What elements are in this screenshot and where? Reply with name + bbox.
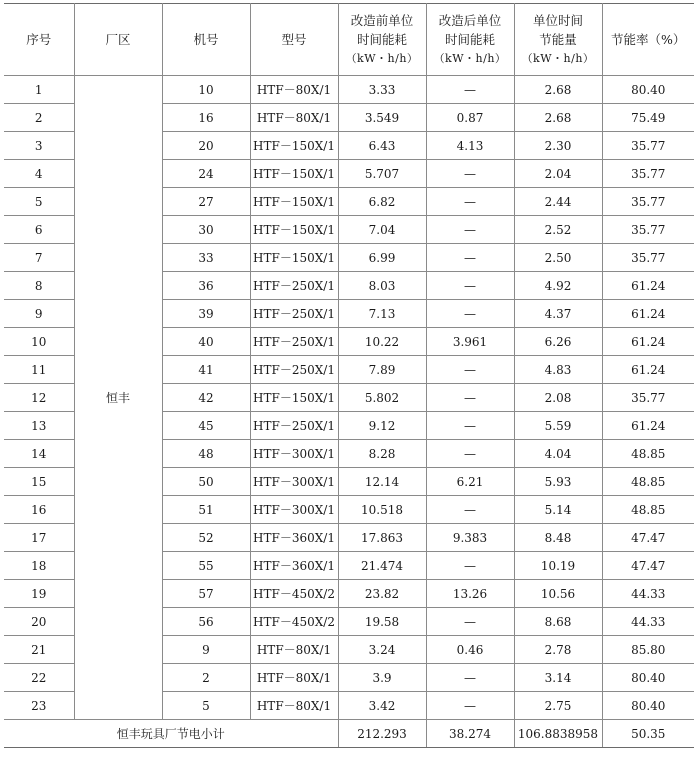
total-after: 38.274	[426, 720, 514, 748]
cell-model: HTF－300X/1	[250, 440, 338, 468]
cell-model: HTF－80X/1	[250, 104, 338, 132]
header-after	[426, 4, 514, 76]
cell-no: 3	[4, 132, 74, 160]
cell-machine: 52	[162, 524, 250, 552]
cell-plant: 恒丰	[74, 76, 162, 720]
cell-rate: 61.24	[602, 412, 694, 440]
cell-rate: 80.40	[602, 76, 694, 104]
cell-model: HTF－80X/1	[250, 636, 338, 664]
cell-after: 9.383	[426, 524, 514, 552]
cell-model: HTF－360X/1	[250, 552, 338, 580]
cell-no: 21	[4, 636, 74, 664]
cell-model: HTF－80X/1	[250, 76, 338, 104]
cell-machine: 55	[162, 552, 250, 580]
cell-saving: 4.92	[514, 272, 602, 300]
cell-model: HTF－450X/2	[250, 608, 338, 636]
cell-machine: 20	[162, 132, 250, 160]
cell-saving: 2.78	[514, 636, 602, 664]
cell-saving: 2.68	[514, 104, 602, 132]
cell-saving: 6.26	[514, 328, 602, 356]
cell-before: 17.863	[338, 524, 426, 552]
header-saving-line1: 单位时间	[532, 13, 583, 28]
cell-machine: 39	[162, 300, 250, 328]
cell-before: 7.13	[338, 300, 426, 328]
cell-after: —	[426, 300, 514, 328]
cell-after: —	[426, 608, 514, 636]
cell-before: 10.22	[338, 328, 426, 356]
cell-rate: 80.40	[602, 664, 694, 692]
cell-machine: 40	[162, 328, 250, 356]
cell-before: 19.58	[338, 608, 426, 636]
cell-saving: 2.44	[514, 188, 602, 216]
cell-after: —	[426, 440, 514, 468]
cell-machine: 30	[162, 216, 250, 244]
header-row	[4, 4, 694, 76]
cell-rate: 75.49	[602, 104, 694, 132]
cell-saving: 4.37	[514, 300, 602, 328]
cell-no: 1	[4, 76, 74, 104]
cell-machine: 16	[162, 104, 250, 132]
cell-after: —	[426, 76, 514, 104]
cell-after: 0.46	[426, 636, 514, 664]
cell-model: HTF－450X/2	[250, 580, 338, 608]
cell-saving: 4.04	[514, 440, 602, 468]
cell-before: 8.03	[338, 272, 426, 300]
cell-model: HTF－360X/1	[250, 524, 338, 552]
cell-before: 23.82	[338, 580, 426, 608]
cell-rate: 47.47	[602, 552, 694, 580]
cell-machine: 5	[162, 692, 250, 720]
cell-after: —	[426, 496, 514, 524]
cell-model: HTF－250X/1	[250, 412, 338, 440]
cell-after: —	[426, 412, 514, 440]
cell-machine: 36	[162, 272, 250, 300]
cell-no: 12	[4, 384, 74, 412]
header-before	[338, 4, 426, 76]
cell-no: 20	[4, 608, 74, 636]
table-row	[4, 76, 694, 104]
cell-before: 10.518	[338, 496, 426, 524]
header-before-line1: 改造前单位	[350, 13, 414, 28]
cell-machine: 9	[162, 636, 250, 664]
cell-before: 7.89	[338, 356, 426, 384]
cell-no: 14	[4, 440, 74, 468]
cell-rate: 48.85	[602, 496, 694, 524]
cell-after: —	[426, 244, 514, 272]
cell-model: HTF－250X/1	[250, 300, 338, 328]
cell-machine: 57	[162, 580, 250, 608]
cell-no: 11	[4, 356, 74, 384]
cell-rate: 61.24	[602, 356, 694, 384]
cell-before: 3.9	[338, 664, 426, 692]
cell-model: HTF－250X/1	[250, 272, 338, 300]
header-after-unit: （kW・h/h）	[433, 52, 507, 65]
cell-rate: 44.33	[602, 608, 694, 636]
cell-saving: 2.08	[514, 384, 602, 412]
cell-machine: 45	[162, 412, 250, 440]
cell-model: HTF－150X/1	[250, 160, 338, 188]
cell-model: HTF－150X/1	[250, 216, 338, 244]
cell-rate: 48.85	[602, 468, 694, 496]
cell-model: HTF－150X/1	[250, 384, 338, 412]
cell-before: 6.82	[338, 188, 426, 216]
cell-no: 6	[4, 216, 74, 244]
cell-after: 0.87	[426, 104, 514, 132]
cell-before: 6.43	[338, 132, 426, 160]
cell-rate: 35.77	[602, 244, 694, 272]
cell-saving: 5.93	[514, 468, 602, 496]
header-saving-unit: （kW・h/h）	[521, 52, 595, 65]
cell-saving: 2.52	[514, 216, 602, 244]
cell-before: 3.42	[338, 692, 426, 720]
cell-after: —	[426, 552, 514, 580]
cell-no: 18	[4, 552, 74, 580]
cell-model: HTF－250X/1	[250, 328, 338, 356]
cell-saving: 8.48	[514, 524, 602, 552]
cell-machine: 51	[162, 496, 250, 524]
cell-after: 4.13	[426, 132, 514, 160]
cell-rate: 61.24	[602, 272, 694, 300]
cell-machine: 27	[162, 188, 250, 216]
total-rate: 50.35	[602, 720, 694, 748]
cell-before: 21.474	[338, 552, 426, 580]
cell-model: HTF－80X/1	[250, 692, 338, 720]
cell-machine: 48	[162, 440, 250, 468]
header-rate: 节能率（%）	[602, 4, 694, 76]
cell-rate: 48.85	[602, 440, 694, 468]
cell-model: HTF－250X/1	[250, 356, 338, 384]
cell-model: HTF－150X/1	[250, 188, 338, 216]
cell-no: 7	[4, 244, 74, 272]
cell-no: 17	[4, 524, 74, 552]
cell-saving: 5.14	[514, 496, 602, 524]
cell-before: 3.33	[338, 76, 426, 104]
cell-no: 23	[4, 692, 74, 720]
cell-no: 9	[4, 300, 74, 328]
header-saving-line2: 节能量	[539, 32, 577, 47]
cell-model: HTF－150X/1	[250, 244, 338, 272]
total-before: 212.293	[338, 720, 426, 748]
energy-saving-table	[4, 3, 694, 748]
cell-machine: 10	[162, 76, 250, 104]
header-before-unit: （kW・h/h）	[345, 52, 419, 65]
cell-saving: 4.83	[514, 356, 602, 384]
total-row	[4, 720, 694, 748]
cell-saving: 2.30	[514, 132, 602, 160]
header-after-line1: 改造后单位	[438, 13, 502, 28]
cell-model: HTF－300X/1	[250, 468, 338, 496]
cell-machine: 42	[162, 384, 250, 412]
cell-no: 13	[4, 412, 74, 440]
cell-machine: 2	[162, 664, 250, 692]
cell-no: 22	[4, 664, 74, 692]
cell-saving: 2.50	[514, 244, 602, 272]
cell-before: 3.549	[338, 104, 426, 132]
cell-after: —	[426, 356, 514, 384]
cell-after: —	[426, 272, 514, 300]
cell-before: 8.28	[338, 440, 426, 468]
cell-rate: 35.77	[602, 160, 694, 188]
cell-rate: 61.24	[602, 300, 694, 328]
header-saving	[514, 4, 602, 76]
cell-rate: 44.33	[602, 580, 694, 608]
cell-after: —	[426, 216, 514, 244]
table-body	[4, 76, 694, 720]
cell-after: —	[426, 188, 514, 216]
cell-after: 13.26	[426, 580, 514, 608]
cell-rate: 47.47	[602, 524, 694, 552]
cell-saving: 3.14	[514, 664, 602, 692]
cell-rate: 35.77	[602, 384, 694, 412]
cell-before: 3.24	[338, 636, 426, 664]
header-machine: 机号	[162, 4, 250, 76]
cell-before: 5.707	[338, 160, 426, 188]
cell-saving: 2.04	[514, 160, 602, 188]
cell-after: —	[426, 384, 514, 412]
cell-machine: 41	[162, 356, 250, 384]
cell-before: 5.802	[338, 384, 426, 412]
cell-rate: 35.77	[602, 188, 694, 216]
header-before-line2: 时间能耗	[356, 32, 407, 47]
cell-saving: 2.68	[514, 76, 602, 104]
cell-no: 16	[4, 496, 74, 524]
cell-before: 12.14	[338, 468, 426, 496]
cell-no: 19	[4, 580, 74, 608]
cell-rate: 35.77	[602, 216, 694, 244]
cell-no: 8	[4, 272, 74, 300]
cell-model: HTF－80X/1	[250, 664, 338, 692]
cell-before: 6.99	[338, 244, 426, 272]
cell-rate: 35.77	[602, 132, 694, 160]
total-saving: 106.8838958	[514, 720, 602, 748]
cell-saving: 2.75	[514, 692, 602, 720]
cell-after: —	[426, 664, 514, 692]
header-plant: 厂区	[74, 4, 162, 76]
cell-model: HTF－300X/1	[250, 496, 338, 524]
total-label: 恒丰玩具厂节电小计	[4, 720, 338, 748]
cell-saving: 5.59	[514, 412, 602, 440]
cell-model: HTF－150X/1	[250, 132, 338, 160]
cell-after: —	[426, 692, 514, 720]
cell-no: 5	[4, 188, 74, 216]
cell-no: 15	[4, 468, 74, 496]
cell-before: 9.12	[338, 412, 426, 440]
cell-saving: 8.68	[514, 608, 602, 636]
cell-rate: 61.24	[602, 328, 694, 356]
cell-rate: 85.80	[602, 636, 694, 664]
cell-machine: 24	[162, 160, 250, 188]
cell-after: —	[426, 160, 514, 188]
cell-saving: 10.56	[514, 580, 602, 608]
header-after-line2: 时间能耗	[444, 32, 495, 47]
cell-no: 10	[4, 328, 74, 356]
cell-machine: 33	[162, 244, 250, 272]
cell-rate: 80.40	[602, 692, 694, 720]
cell-after: 6.21	[426, 468, 514, 496]
header-model: 型号	[250, 4, 338, 76]
cell-no: 4	[4, 160, 74, 188]
cell-machine: 56	[162, 608, 250, 636]
cell-saving: 10.19	[514, 552, 602, 580]
cell-before: 7.04	[338, 216, 426, 244]
cell-no: 2	[4, 104, 74, 132]
cell-after: 3.961	[426, 328, 514, 356]
cell-machine: 50	[162, 468, 250, 496]
header-no: 序号	[4, 4, 74, 76]
